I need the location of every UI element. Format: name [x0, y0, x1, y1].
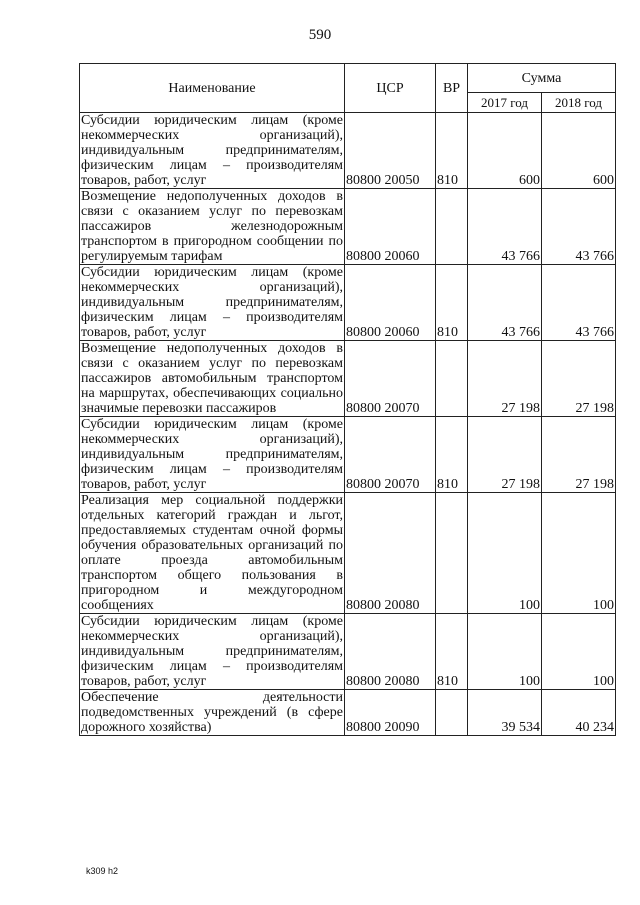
row-name: Обеспечение деятельности подведомственных учреждений (в сфере дорожного хозяйства)	[81, 690, 343, 735]
row-amount-2017: 100	[468, 614, 542, 690]
row-csr: 80800 20090	[345, 690, 436, 736]
header-name: Наименование	[80, 64, 345, 113]
row-amount-2017: 100	[468, 493, 542, 614]
header-year-2017: 2017 год	[468, 93, 542, 113]
row-amount-2017: 27 198	[468, 417, 542, 493]
table-row	[80, 614, 616, 690]
row-csr: 80800 20050	[345, 113, 436, 189]
table-row	[80, 690, 616, 736]
row-amount-2018: 600	[542, 113, 616, 189]
row-vr	[436, 341, 468, 417]
row-name: Субсидии юридическим лицам (кроме некоммерческих организаций), индивидуальным предпринимателям, физическим лицам – производителям товаров, работ, услуг	[81, 265, 343, 340]
footer-code: k309 h2	[86, 866, 119, 876]
row-vr: 810	[436, 265, 468, 341]
row-csr: 80800 20080	[345, 614, 436, 690]
row-amount-2018: 40 234	[542, 690, 616, 736]
row-vr	[436, 189, 468, 265]
table-row	[80, 265, 616, 341]
row-name: Субсидии юридическим лицам (кроме некоммерческих организаций), индивидуальным предпринимателям, физическим лицам – производителям товаров, работ, услуг	[81, 113, 343, 188]
row-vr	[436, 493, 468, 614]
row-vr	[436, 690, 468, 736]
row-vr: 810	[436, 417, 468, 493]
table-row	[80, 189, 616, 265]
table-row	[80, 341, 616, 417]
row-amount-2018: 43 766	[542, 189, 616, 265]
row-name: Субсидии юридическим лицам (кроме некоммерческих организаций), индивидуальным предпринимателям, физическим лицам – производителям товаров, работ, услуг	[81, 417, 343, 492]
budget-table	[79, 63, 616, 736]
row-name: Возмещение недополученных доходов в связи с оказанием услуг по перевозкам пассажиров железнодорожным транспортом в пригородном сообщении по регулируемым тарифам	[81, 189, 343, 264]
row-amount-2017: 43 766	[468, 189, 542, 265]
row-amount-2017: 39 534	[468, 690, 542, 736]
row-name: Возмещение недополученных доходов в связи с оказанием услуг по перевозкам пассажиров автомобильным транспортом на маршрутах, обеспечивающих социально значимые перевозки пассажиров	[81, 341, 343, 416]
row-vr: 810	[436, 614, 468, 690]
row-csr: 80800 20060	[345, 189, 436, 265]
row-name: Реализация мер социальной поддержки отдельных категорий граждан и льгот, предоставляемых студентам очной формы обучения образовательных организаций по оплате проезда автомобильным транспортом общего пользования в пригородном и междугородном сообщениях	[81, 493, 343, 613]
row-amount-2018: 100	[542, 614, 616, 690]
header-sum: Сумма	[468, 64, 616, 93]
row-amount-2017: 43 766	[468, 265, 542, 341]
table-row	[80, 493, 616, 614]
row-amount-2018: 43 766	[542, 265, 616, 341]
row-amount-2017: 27 198	[468, 341, 542, 417]
header-year-2018: 2018 год	[542, 93, 616, 113]
row-amount-2018: 27 198	[542, 417, 616, 493]
row-vr: 810	[436, 113, 468, 189]
row-name: Субсидии юридическим лицам (кроме некоммерческих организаций), индивидуальным предпринимателям, физическим лицам – производителям товаров, работ, услуг	[81, 614, 343, 689]
row-amount-2017: 600	[468, 113, 542, 189]
row-amount-2018: 27 198	[542, 341, 616, 417]
table-row	[80, 417, 616, 493]
row-csr: 80800 20070	[345, 341, 436, 417]
page-number: 590	[308, 27, 332, 43]
row-csr: 80800 20060	[345, 265, 436, 341]
row-csr: 80800 20070	[345, 417, 436, 493]
header-csr: ЦСР	[345, 64, 436, 113]
row-amount-2018: 100	[542, 493, 616, 614]
header-vr: ВР	[436, 64, 468, 113]
table-row	[80, 113, 616, 189]
row-csr: 80800 20080	[345, 493, 436, 614]
